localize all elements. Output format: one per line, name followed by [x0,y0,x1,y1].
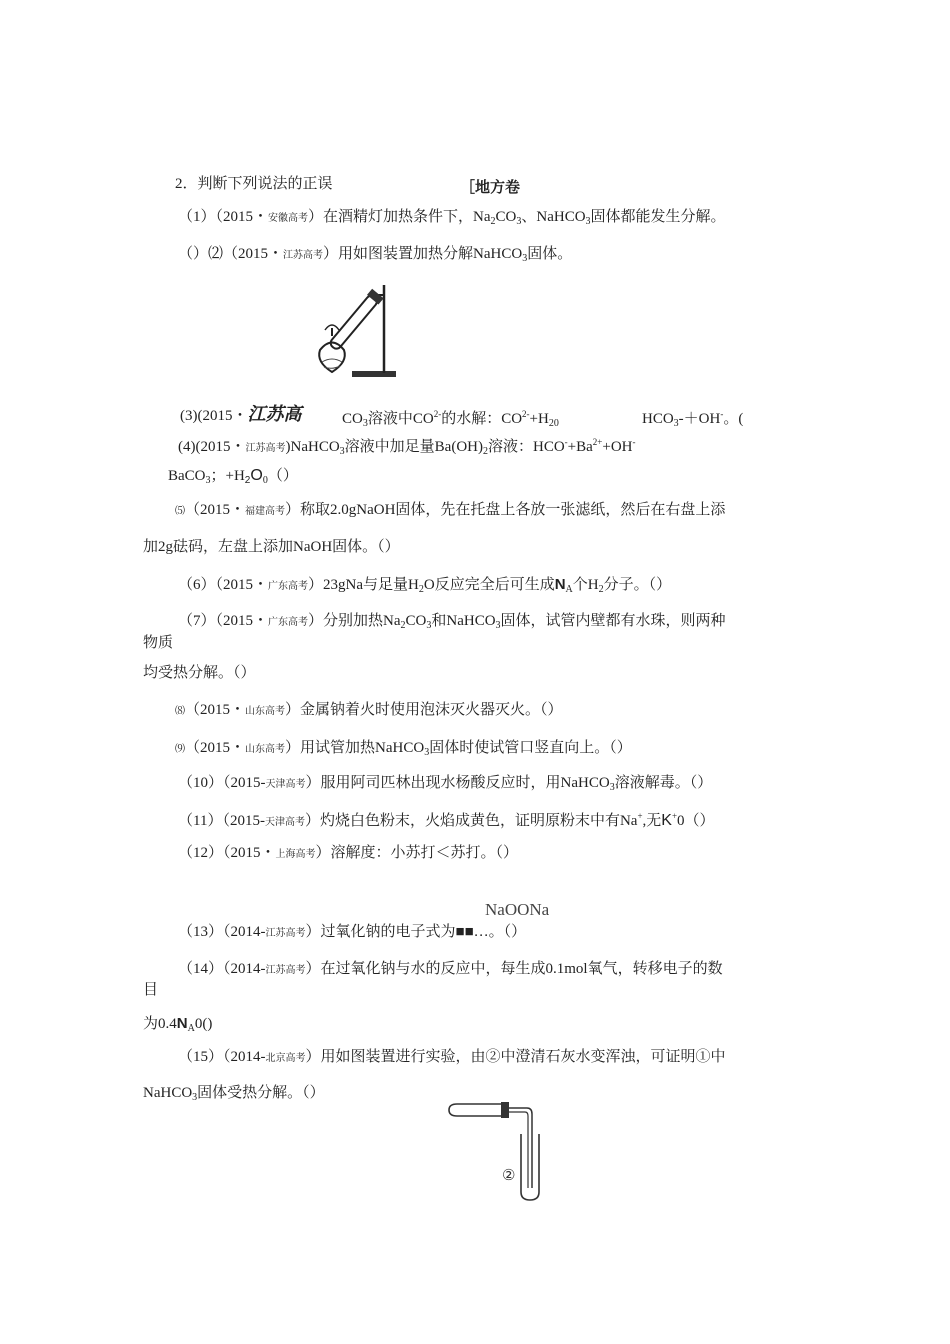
vertical-test-tube [521,1134,539,1200]
question-title [175,174,333,194]
delivery-tube-figure [445,1100,555,1205]
horizontal-test-tube [449,1104,503,1116]
item-8: ⑻（2015・山东高考）金属钠着火时使用泡沫灭火器灭火。（） [175,702,563,718]
item-9: ⑼（2015・山东高考）用试管加热NaHCO$_3$固体时使试管口竖直向上。（） [175,740,632,758]
item-12: （12）（2015・上海高考）溶解度：小苏打＜苏打。（） [178,845,519,861]
title-text: 2．判断下列说法的正误 [175,176,333,192]
stopper [501,1102,509,1118]
item-7: （7）（2015・广东高考）分别加热$Na_2CO_3$和NaHCO$_3$固体，试管内壁都有水珠，则两种 [178,613,726,631]
item-2: （）⑵（2015・江苏高考）用如图装置加热分解NaHCO$_3$固体。 [178,246,573,264]
heating-apparatus-figure [310,270,405,385]
item-7-cont: 物质 [143,635,174,651]
stand-base [352,371,396,377]
item-7-cont2: 均受热分解。（） [143,665,256,681]
item-14: （14）（2014-江苏高考）在过氧化钠与水的反应中，每生成0.1mol氧气，转移电子的数 [178,961,723,977]
item-5: ⑸（2015・福建高考）称取2.0gNaOH固体，先在托盘上各放一张滤纸，然后在右盘上添 [175,502,726,518]
peroxide-formula: NaOONa [485,900,550,919]
item-11: （11）（2015-天津高考）灼烧白色粉末，火焰成黄色，证明原粉末中有Na+,无K+0（） [178,811,715,829]
item-5-cont: 加2g砝码，左盘上添加NaOH固体。（） [143,539,400,555]
figure-label-2: ② [502,1168,516,1184]
item-4-cont: BaCO$_3$；$+H_2O_0()$ [168,467,298,486]
item-14-cont2: 为$0.4N_A0()$ [143,1015,213,1034]
item-14-cont: 目 [143,982,159,998]
item-13: （13）（2014-江苏高考）过氧化钠的电子式为■■…。（） [178,924,527,940]
item-6: （6）（2015・广东高考）23gNa与足量$H_2O$反应完全后可生成$N_A$个$H_2$分子。（） [178,576,672,595]
item-10: （10）（2015-天津高考）服用阿司匹林出现水杨酸反应时，用NaHCO$_3$溶液解毒。（） [178,775,713,793]
section-tag: ［地方卷 [460,180,521,196]
item-15-cont: NaHCO$_3$固体受热分解。（） [143,1085,325,1103]
item-15: （15）（2014-北京高考）用如图装置进行实验，由②中澄清石灰水变浑浊，可证明①中 [178,1049,726,1065]
item-4: (4)(2015・江苏高考)NaHCO$_3$溶液中加足量$Ba(OH)_2$溶液：$HCO^-+Ba^{2+}+OH^-$ [178,437,636,457]
item-3-equation-right: $HCO_3-+OH^-$。( [642,409,744,429]
item-3-equation: $CO_3$溶液中$CO^{2-}$的水解：$CO^{2-}+H_{20}$ [342,409,559,429]
item-3: (3)(2015・江苏高 [180,404,302,424]
item-1: （1）（2015・安徽高考）在酒精灯加热条件下，$Na_2CO_3$、NaHCO$_3$固体都能发生分解。 [178,209,726,227]
